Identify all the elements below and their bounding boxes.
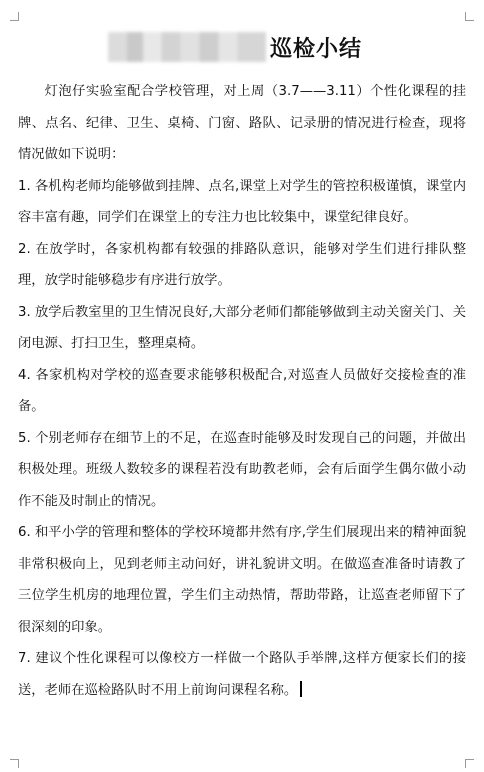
list-item: 2. 在放学时，各家机构都有较强的排路队意识，能够对学生们进行排队整理，放学时能够稳步有序进行放学。 [18, 241, 466, 288]
document-body[interactable] [18, 76, 466, 706]
list-item: 6. 和平小学的管理和整体的学校环境都井然有序,学生们展现出来的精神面貌非常积极向上，见到老师主动问好，讲礼貌讲文明。在做巡查准备时请教了三位学生机房的地理位置，学生们主动热情，帮助带路，让巡查老师留下了很深刻的印象。 [18, 525, 466, 635]
list-item: 3. 放学后教室里的卫生情况良好,大部分老师们都能够做到主动关窗关门、关闭电源、打扫卫生，整理桌椅。 [18, 304, 466, 351]
page-corner-mark [465, 759, 474, 768]
title-row [108, 30, 362, 64]
document-title: 巡检小结 [270, 36, 363, 62]
page-corner-mark [465, 12, 474, 21]
list-item-last [18, 643, 466, 706]
list-item-text: 7. 建议个性化课程可以像校方一样做一个路队手举牌,这样方便家长们的接送，老师在巡检路队时不用上前询问课程名称。 [18, 651, 466, 698]
text-cursor [300, 681, 302, 697]
list-item: 1. 各机构老师均能够做到挂牌、点名,课堂上对学生的管控积极谨慎，课堂内容丰富有趣，同学们在课堂上的专注力也比较集中，课堂纪律良好。 [18, 178, 466, 225]
page-corner-mark [10, 759, 19, 768]
redacted-name-block [108, 32, 266, 62]
list-item: 5. 个别老师存在细节上的不足，在巡查时能够及时发现自己的问题，并做出积极处理。班级人数较多的课程若没有助教老师，会有后面学生偶尔做小动作不能及时制止的情况。 [18, 430, 466, 509]
page-corner-mark [10, 12, 19, 21]
list-item: 4. 各家机构对学校的巡查要求能够积极配合,对巡查人员做好交接检查的准备。 [18, 367, 466, 414]
intro-paragraph: 灯泡仔实验室配合学校管理，对上周（3.7——3.11）个性化课程的挂牌、点名、纪律、卫生、桌椅、门窗、路队、记录册的情况进行检查，现将情况做如下说明： [18, 84, 466, 162]
